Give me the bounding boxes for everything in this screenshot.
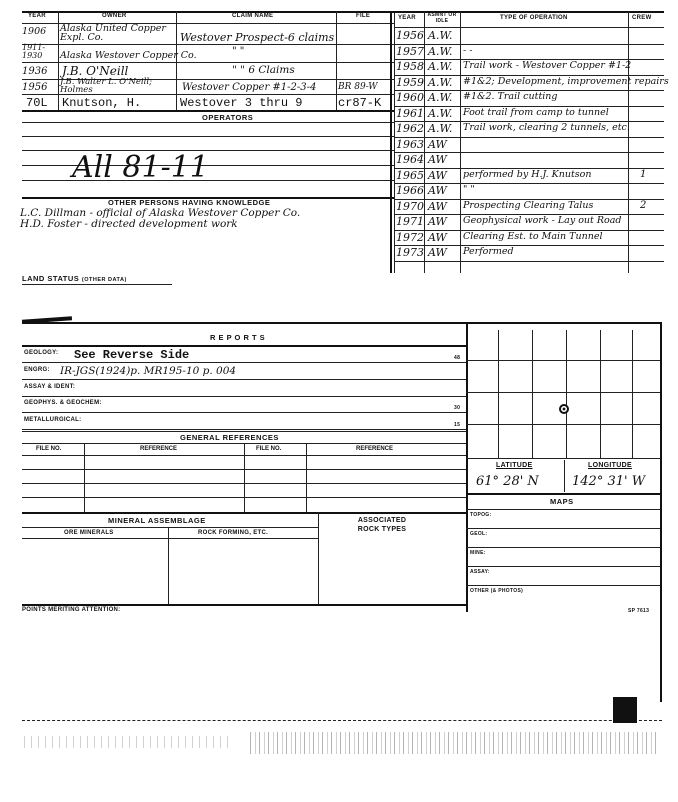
ore-minerals-heading: ORE MINERALS (64, 530, 114, 536)
asmt-year: 1962 (396, 122, 424, 135)
asmt-status: AW (428, 215, 447, 228)
asmt-year: 1963 (396, 137, 424, 151)
owner-year: 70L (26, 96, 48, 110)
scan-noise-strip (250, 732, 660, 754)
asmt-status: AW (428, 168, 447, 182)
rock-forming-heading: ROCK FORMING, ETC. (198, 530, 269, 536)
asmt-status: AW (428, 153, 447, 166)
map-row-label: GEOL: (470, 531, 488, 537)
asmt-status: AW (428, 184, 447, 197)
asmt-status: A.W. (428, 106, 453, 120)
gr-file-no-col: FILE NO. (256, 446, 282, 452)
asmt-status: A.W. (428, 29, 453, 42)
asmt-type: Clearing Est. to Main Tunnel (463, 230, 603, 242)
owner-name: J.B. Walter L. O'Neill; Holmes (60, 77, 152, 95)
asmt-status: AW (428, 137, 447, 151)
asmt-year: 1958 (396, 60, 424, 73)
asmt-type: #1&2. Trail cutting (463, 91, 558, 102)
asmt-type: Performed (463, 246, 514, 257)
owner-name: Alaska Westover Copper Co. (60, 50, 197, 61)
asmt-status: A.W. (428, 122, 453, 135)
latitude-label: LATITUDE (496, 462, 533, 469)
asmt-status: AW (428, 246, 447, 259)
asmt-status: AW (428, 199, 447, 213)
asmt-type: Prospecting Clearing Talus (463, 199, 594, 211)
asmt-type: Geophysical work - Lay out Road (463, 215, 622, 226)
longitude-label: LONGITUDE (588, 462, 632, 469)
report-label: GEOPHYS. & GEOCHEM: (24, 400, 102, 406)
form-code: SP 7613 (628, 608, 650, 614)
latitude-value: 61° 28' N (476, 474, 539, 489)
asmt-year: 1957 (396, 44, 424, 58)
asmt-type: Trail work - Westover Copper #1-2 (463, 60, 632, 71)
asmt-year: 1966 (396, 184, 424, 197)
owner-year: 1936 (22, 66, 48, 77)
map-row-label: ASSAY: (470, 569, 490, 575)
report-value: IR-JGS(1924)p. MR195-10 p. 004 (60, 365, 237, 377)
operators-heading: OPERATORS (202, 113, 254, 122)
knowledge-line: L.C. Dillman - official of Alaska Westover Copper Co. (20, 207, 301, 219)
claim-file: BR 89-W (338, 82, 378, 92)
asmt-year: 1956 (396, 29, 424, 42)
owner-name: Knutson, H. (62, 96, 142, 110)
asmt-type: - - (463, 44, 473, 56)
owner-year: 1906 (22, 26, 47, 37)
report-margin-number: 15 (454, 422, 461, 428)
asmt-type: #1&2; Development, improvement repairs (463, 75, 669, 87)
report-label: GEOLOGY: (24, 350, 59, 356)
claim-name: Westover Copper #1-2-3-4 (182, 82, 317, 93)
col-year: YEAR (28, 13, 46, 19)
assoc-rock-types-heading: ASSOCIATED ROCK TYPES (357, 517, 407, 533)
map-row-label: TOPOG: (470, 512, 492, 518)
owner-name: Alaska United Copper Expl. Co. (60, 23, 166, 43)
owner-name: J.B. O'Neill (62, 64, 129, 78)
owner-year: 1956 (22, 82, 48, 93)
asmt-crew: 1 (640, 168, 647, 180)
asmt-type: " " (463, 184, 475, 195)
col-asmt-year: YEAR (398, 15, 416, 21)
col-type-of-operation: TYPE OF OPERATION (500, 15, 568, 21)
land-status-label (22, 274, 127, 283)
asmt-year: 1973 (396, 246, 424, 259)
map-row-label: MINE: (470, 550, 486, 556)
mineral-assemblage-heading: MINERAL ASSEMBLAGE (108, 516, 206, 525)
gr-reference-col: REFERENCE (140, 446, 178, 452)
asmt-status: A.W. (428, 75, 453, 89)
asmt-type: performed by H.J. Knutson (463, 168, 592, 180)
map-row-label: OTHER (& PHOTOS) (470, 588, 524, 594)
report-margin-number: 30 (454, 405, 461, 411)
owner-year: 1911-1930 (22, 43, 46, 60)
land-status-text: LAND STATUS (22, 274, 80, 283)
general-references-heading: GENERAL REFERENCES (180, 433, 279, 442)
maps-heading: MAPS (550, 497, 574, 506)
asmt-year: 1960 (396, 91, 424, 104)
land-status-sub: (OTHER DATA) (81, 277, 127, 283)
knowledge-line: H.D. Foster - directed development work (20, 218, 238, 230)
report-value: See Reverse Side (74, 348, 190, 362)
asmt-year: 1971 (396, 215, 424, 228)
col-file: FILE (356, 13, 371, 19)
asmt-year: 1961 (396, 106, 424, 120)
asmt-type: Trail work, clearing 2 tunnels, etc. (463, 122, 630, 133)
points-meriting-label: POINTS MERITING ATTENTION: (22, 607, 121, 613)
asmt-year: 1964 (396, 153, 424, 166)
asmt-year: 1970 (396, 199, 424, 213)
black-square-mark (613, 697, 637, 723)
claim-file: cr87-K (338, 96, 382, 110)
knowledge-heading: OTHER PERSONS HAVING KNOWLEDGE (108, 198, 271, 207)
report-label: ENGRG: (24, 367, 50, 373)
report-label: METALLURGICAL: (24, 417, 82, 423)
asmt-crew: 2 (640, 199, 647, 211)
col-crew: CREW (632, 15, 652, 21)
longitude-value: 142° 31' W (572, 474, 646, 489)
claim-name: " " 6 Claims (232, 64, 295, 76)
asmt-year: 1972 (396, 230, 424, 244)
asmt-type: Foot trail from camp to tunnel (463, 106, 609, 118)
location-marker-icon (559, 404, 569, 414)
col-claim-name: CLAIM NAME (232, 13, 274, 19)
col-asmt-status: ASMNT OR IDLE (427, 12, 457, 24)
asmt-status: A.W. (428, 91, 453, 104)
scan-noise-strip (24, 736, 234, 748)
col-owner: OWNER (102, 13, 127, 19)
claim-name: " " (232, 46, 245, 57)
report-margin-number: 48 (454, 355, 461, 361)
gr-file-no-col: FILE NO. (36, 446, 62, 452)
asmt-year: 1959 (396, 75, 424, 89)
claim-name: Westover Prospect-6 claims (180, 31, 335, 44)
gr-reference-col: REFERENCE (356, 446, 394, 452)
asmt-status: A.W. (428, 44, 453, 58)
asmt-status: AW (428, 230, 447, 244)
asmt-year: 1965 (396, 168, 424, 182)
report-label: ASSAY & IDENT: (24, 384, 76, 390)
claim-name: Westover 3 thru 9 (180, 96, 303, 110)
big-handwritten-note: All 81-11 (72, 150, 209, 185)
reports-heading: R E P O R T S (210, 333, 266, 342)
asmt-status: A.W. (428, 60, 453, 73)
